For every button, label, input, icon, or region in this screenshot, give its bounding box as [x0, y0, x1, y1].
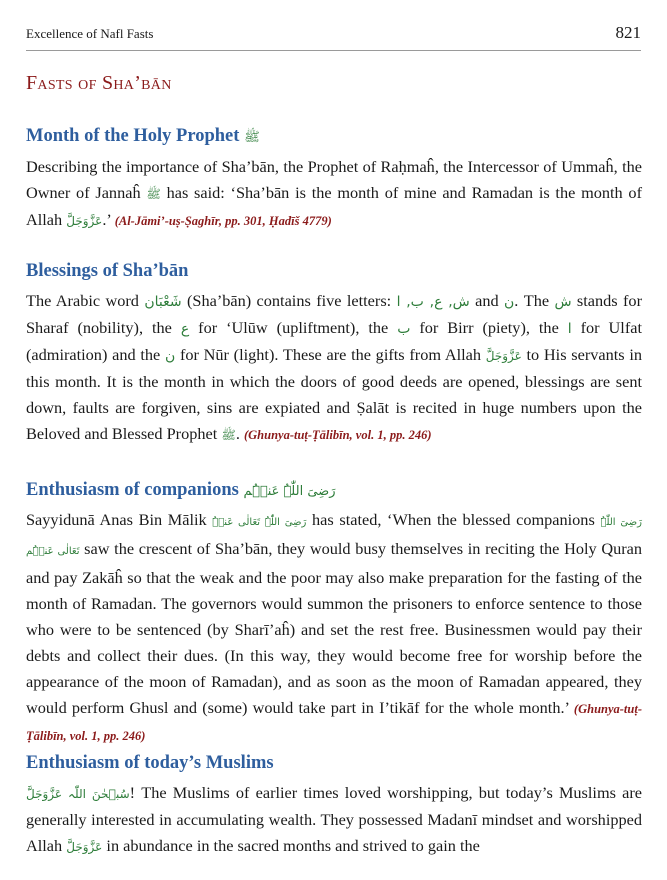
section-heading-text: Month of the Holy Prophet [26, 126, 240, 146]
text-run: has stated, ‘When the blessed companions [306, 510, 601, 529]
section-paragraph [26, 288, 642, 448]
arabic-honorific: عَزَّوَجَلَّ [66, 214, 103, 228]
arabic-exclamation: سُبۡحٰنَ اللّٰہ عَزَّوَجَلَّ [26, 787, 130, 801]
section-heading [26, 126, 642, 148]
text-run: ! The Muslims of earlier times loved worshipping, but today’s Muslims are generally interested in accumulating wealth. They possessed Madanī mindset and worshipped Allah [26, 783, 642, 855]
text-run: saw the crescent of Sha’bān, they would busy themselves in reciting the Holy Quran and pay Zakāĥ so that the weak and the poor may also make preparation for the fasting of the month of Ramadan. The governors would summon the prisoners to enforce sentence to those who were to be sentenced (by Sharī’aĥ) and set the rest free. Businessmen would pay their debts and collect their dues. (In this way, they would become free for worship before the appearance of the moon of Ramadan), and as soon as the moon of Ramadan appeared, they would perform Ghusl and (some) would take part in I’tikāf for the whole month.’ [26, 539, 643, 717]
text-run: Describing the importance of Sha’bān, the Prophet of Raḥmaĥ, the Intercessor of Ummaĥ, the Owner of Jannaĥ [26, 157, 642, 202]
reference-citation: (Al-Jāmi’-uṣ-Ṣaghīr, pp. 301, Ḥadīš 4779) [114, 214, 332, 228]
text-run: to His servants in this month. It is the month in which the doors of good deeds are opened, blessings are sent down, faults are forgiven, sins are expiated and Ṣalāt is recited in huge numbers upon the Beloved and Blessed Prophet [26, 345, 642, 443]
arabic-letter: ب [397, 321, 411, 337]
arabic-letter: ن [504, 294, 515, 310]
arabic-letter: ا [567, 321, 572, 337]
reference-citation: (Ghunya-tuṭ-Ṭālibīn, vol. 1, pp. 246) [243, 428, 432, 442]
text-run: . [235, 424, 244, 443]
running-header [26, 20, 641, 51]
text-run: The Arabic word [26, 291, 145, 310]
section-paragraph [26, 154, 642, 234]
arabic-honorific: عَزَّوَجَلَّ [66, 840, 103, 854]
arabic-letter: ش [554, 294, 572, 310]
salutation-arabic: ﷺ [244, 130, 260, 145]
text-run: for Nūr (light). These are the gifts from Allah [175, 345, 486, 364]
text-run: .’ [102, 210, 115, 229]
section-heading: Blessings of Sha’bān [26, 261, 189, 281]
arabic-letters: ش, ع, ب, ا [396, 294, 470, 310]
text-run: . The [514, 291, 555, 310]
text-run: in abundance in the sacred months and strived to gain the [102, 836, 480, 855]
section-enthusiasm-of-companions [26, 480, 642, 749]
section-heading: Enthusiasm of today’s Muslims [26, 753, 274, 773]
section-paragraph [26, 780, 642, 860]
arabic-letter: ع [180, 321, 190, 337]
text-run: for Ulfat (admiration) and the [26, 318, 642, 364]
section-paragraph [26, 507, 642, 749]
section-blessings-of-shaban [26, 261, 642, 448]
text-run: Sayyidunā Anas Bin Mālik [26, 510, 213, 529]
text-run: (Sha’bān) contains five letters: [181, 291, 397, 310]
section-heading-text: Enthusiasm of companions [26, 480, 239, 500]
page-number: 821 [615, 23, 641, 42]
running-header-title: Excellence of Nafl Fasts [26, 26, 154, 41]
reference-citation: (Ghunya-tuṭ-Ṭālibīn, vol. 1, pp. 246) [26, 702, 642, 743]
arabic-salutation: ﷺ [221, 428, 236, 442]
arabic-salutation: ﷺ [146, 187, 161, 201]
text-run: stands for Sharaf (nobility), the [26, 291, 642, 337]
text-run: and [469, 291, 505, 310]
arabic-honorific: رَضِیَ اللّٰہُ تَعَالٰی عَنۡہُم [26, 517, 642, 557]
section-month-of-holy-prophet [26, 126, 642, 234]
section-heading [26, 480, 642, 501]
arabic-word: شَعْبَان [144, 294, 182, 310]
section-enthusiasm-of-todays-muslims [26, 753, 642, 860]
text-run: for Birr (piety), the [410, 318, 568, 337]
text-run: has said: ‘Sha’bān is the month of mine and Ramadan is the month of Allah [26, 183, 642, 229]
text-run: for ‘Ulūw (upliftment), the [189, 318, 398, 337]
arabic-honorific: رَضِیَ اللّٰہُ تَعَالٰی عَنۡہُ [212, 517, 307, 528]
arabic-letter: ن [164, 348, 176, 364]
honorific-arabic: رَضِیَ اللّٰہُ عَنۡہُم [243, 484, 336, 499]
chapter-title: Fasts of Sha’bān [26, 72, 172, 94]
arabic-honorific: عَزَّوَجَلَّ [485, 349, 522, 363]
